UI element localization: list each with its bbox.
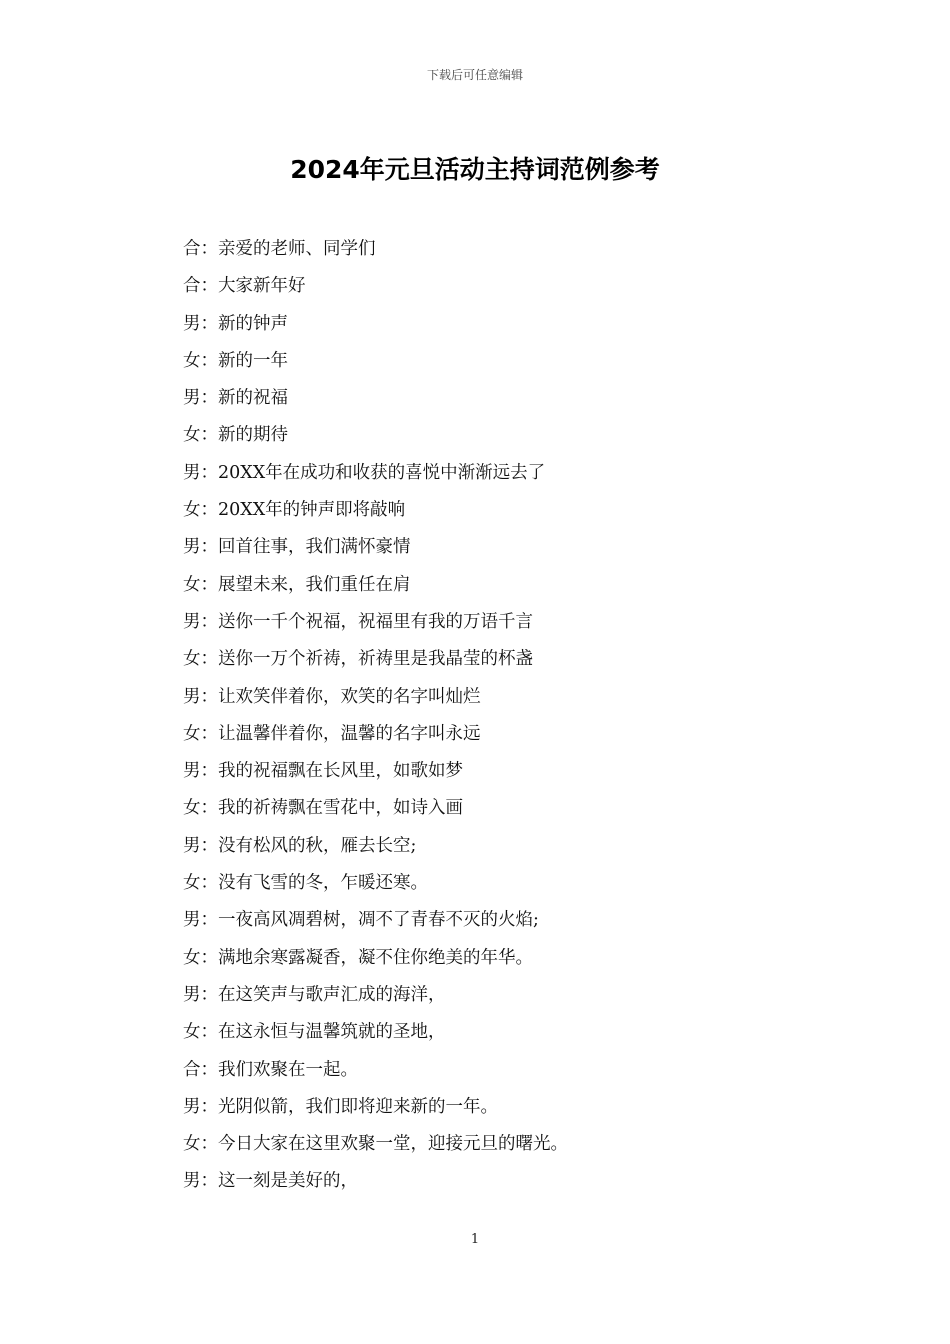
script-line: 男：一夜高风凋碧树，凋不了青春不灭的火焰;	[183, 910, 539, 931]
script-line: 女：新的期待	[183, 425, 288, 446]
script-line: 男：新的钟声	[183, 313, 288, 334]
script-line: 男：20XX年在成功和收获的喜悦中渐渐远去了	[183, 462, 546, 483]
script-line: 合：亲爱的老师、同学们	[183, 239, 376, 259]
page-number: 1	[470, 1232, 480, 1247]
script-line: 合：我们欢聚在一起。	[183, 1059, 358, 1080]
script-line: 女：让温馨伴着你，温馨的名字叫永远	[183, 723, 481, 744]
script-line: 男：没有松风的秋，雁去长空;	[183, 835, 417, 856]
script-line: 女：今日大家在这里欢聚一堂，迎接元旦的曙光。	[183, 1134, 568, 1155]
script-line: 女：在这永恒与温馨筑就的圣地，	[183, 1022, 446, 1043]
script-line: 男：我的祝福飘在长风里，如歌如梦	[183, 761, 463, 782]
script-line: 女：20XX年的钟声即将敲响	[183, 500, 406, 521]
script-line: 合：大家新年好	[183, 276, 306, 297]
script-line: 男：光阴似箭，我们即将迎来新的一年。	[183, 1096, 498, 1117]
script-line: 男：送你一千个祝福，祝福里有我的万语千言	[183, 611, 533, 632]
script-line: 男：让欢笑伴着你，欢笑的名字叫灿烂	[183, 686, 481, 707]
script-line: 男：新的祝福	[183, 388, 288, 409]
document-title: 2024年元旦活动主持词范例参考	[290, 155, 660, 184]
script-line: 女：新的一年	[183, 350, 288, 371]
script-line: 女：满地余寒露凝香，凝不住你绝美的年华。	[183, 947, 533, 968]
script-line: 女：展望未来，我们重任在肩	[183, 574, 411, 595]
header-note: 下载后可任意编辑	[426, 68, 523, 82]
script-line: 男：回首往事，我们满怀豪情	[183, 537, 411, 558]
script-line: 女：送你一万个祈祷，祈祷里是我晶莹的杯盏	[183, 649, 533, 670]
script-line: 女：没有飞雪的冬，乍暖还寒。	[183, 873, 428, 894]
script-line: 女：我的祈祷飘在雪花中，如诗入画	[183, 798, 463, 819]
script-line: 男：这一刻是美好的，	[183, 1171, 358, 1192]
script-lines	[183, 232, 883, 1202]
script-line: 男：在这笑声与歌声汇成的海洋，	[183, 984, 446, 1005]
